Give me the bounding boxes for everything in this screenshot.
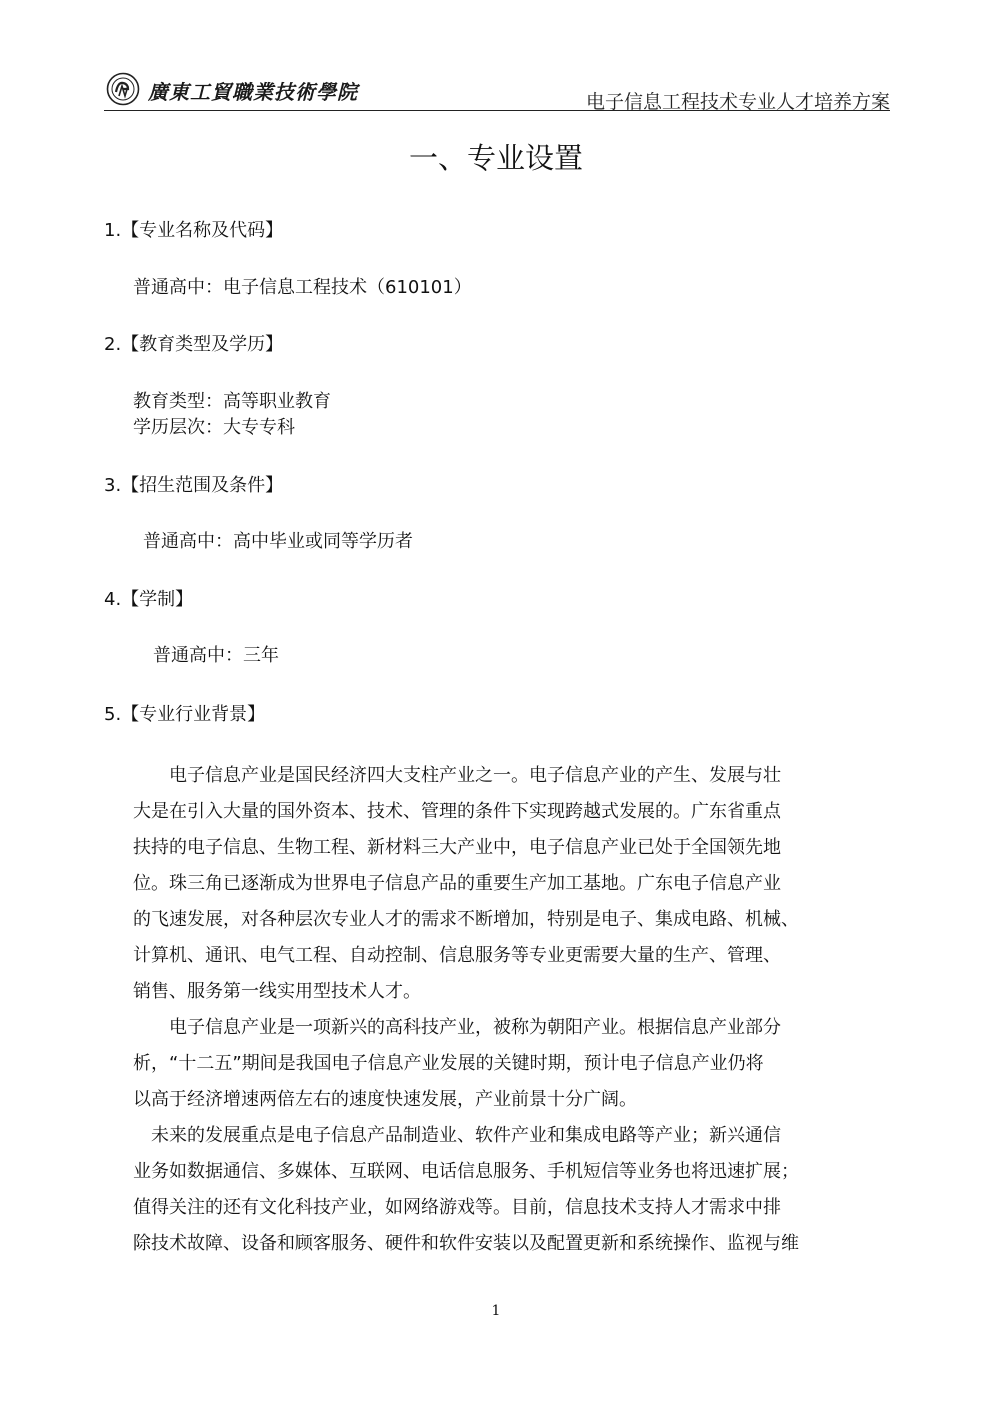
page-number: 1 (491, 1303, 501, 1319)
paragraph-line: 析，“十二五”期间是我国电子信息产业发展的关键时期，预计电子信息产业仍将 (133, 1053, 764, 1074)
paragraph-line: 计算机、通讯、电气工程、自动控制、信息服务等专业更需要大量的生产、管理、 (133, 945, 781, 966)
paragraph-line: 业务如数据通信、多媒体、互联网、电话信息服务、手机短信等业务也将迅速扩展； (133, 1161, 799, 1182)
background-paragraph (133, 1010, 873, 1118)
document-title: 电子信息工程技术专业人才培养方案 (585, 91, 890, 113)
paragraph-line: 销售、服务第一线实用型技术人才。 (133, 981, 421, 1002)
paragraph-line: 未来的发展重点是电子信息产品制造业、软件产业和集成电路等产业；新兴通信 (133, 1125, 781, 1146)
paragraph-line: 的飞速发展，对各种层次专业人才的需求不断增加，特别是电子、集成电路、机械、 (133, 909, 799, 930)
paragraph-line: 以高于经济增速两倍左右的速度快速发展，产业前景十分广阔。 (133, 1089, 637, 1110)
section-line: 学历层次：大专专科 (133, 417, 295, 438)
paragraph-line: 值得关注的还有文化科技产业，如网络游戏等。目前，信息技术支持人才需求中排 (133, 1197, 781, 1218)
background-paragraph (133, 1118, 873, 1262)
section-line: 普通高中：高中毕业或同等学历者 (143, 531, 413, 552)
paragraph-line: 位。珠三角已逐渐成为世界电子信息产品的重要生产加工基地。广东电子信息产业 (133, 873, 781, 894)
chapter-title: 一、专业设置 (408, 141, 583, 175)
section-heading: 4.【学制】 (104, 589, 194, 610)
background-paragraph (133, 758, 873, 1010)
paragraph-line: 扶持的电子信息、生物工程、新材料三大产业中，电子信息产业已处于全国领先地 (133, 837, 781, 858)
section-line: 普通高中：电子信息工程技术（610101） (133, 277, 472, 298)
paragraph-line: 除技术故障、设备和顾客服务、硬件和软件安装以及配置更新和系统操作、监视与维 (133, 1233, 799, 1254)
school-name: 廣東工貿職業技術學院 (148, 80, 358, 104)
paragraph-line: 大是在引入大量的国外资本、技术、管理的条件下实现跨越式发展的。广东省重点 (133, 801, 781, 822)
section-heading: 5.【专业行业背景】 (104, 704, 266, 725)
paragraph-line: 电子信息产业是国民经济四大支柱产业之一。电子信息产业的产生、发展与壮 (133, 765, 781, 786)
page-header (104, 68, 890, 111)
school-logo-icon (106, 72, 140, 106)
section-heading: 3.【招生范围及条件】 (104, 475, 284, 496)
section-heading: 2.【教育类型及学历】 (104, 334, 284, 355)
section-heading: 1.【专业名称及代码】 (104, 220, 284, 241)
paragraph-line: 电子信息产业是一项新兴的高科技产业，被称为朝阳产业。根据信息产业部分 (133, 1017, 781, 1038)
section-line: 普通高中：三年 (153, 645, 279, 666)
section-line: 教育类型：高等职业教育 (133, 391, 331, 412)
